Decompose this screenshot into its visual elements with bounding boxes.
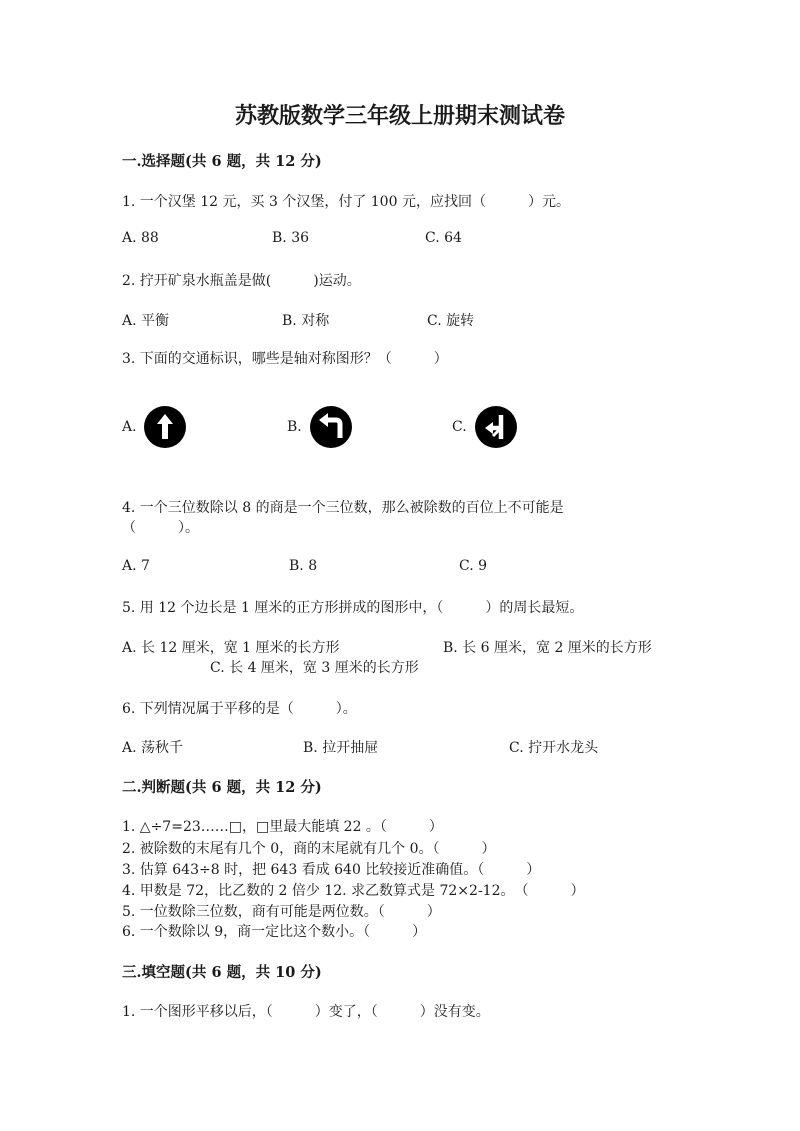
- option-b: B. 长 6 厘米，宽 2 厘米的长方形: [443, 640, 652, 656]
- section-heading-choice: 一.选择题(共 6 题，共 12 分): [122, 153, 322, 170]
- question-stem: 4. 一个三位数除以 8 的商是一个三位数，那么被除数的百位上不可能是: [122, 500, 564, 516]
- option-b: B. 8: [289, 558, 318, 574]
- question-stem-continued: （ ）。: [122, 520, 199, 536]
- option-b: B.: [287, 419, 302, 435]
- option-c: C. 长 4 厘米，宽 3 厘米的长方形: [210, 660, 419, 676]
- option-b: B. 对称: [282, 313, 330, 329]
- left-turn-sign-icon: [310, 406, 352, 448]
- fill-blank-item: 1. 一个图形平移以后，（ ）变了，（ ）没有变。: [122, 1004, 490, 1020]
- option-c: C.: [452, 419, 467, 435]
- question-stem: 5. 用 12 个边长是 1 厘米的正方形拼成的图形中，（ ）的周长最短。: [122, 600, 584, 616]
- question-stem: 6. 下列情况属于平移的是（ ）。: [122, 701, 357, 717]
- up-arrow-sign-icon: [144, 406, 186, 448]
- question-stem: 3. 下面的交通标识，哪些是轴对称图形？（ ）: [122, 351, 448, 367]
- left-fork-sign-icon: [475, 406, 517, 448]
- page-title: 苏教版数学三年级上册期末测试卷: [234, 103, 565, 129]
- section-heading-judgement: 二.判断题(共 6 题，共 12 分): [122, 779, 322, 796]
- option-c: C. 64: [425, 230, 462, 246]
- option-a: A. 荡秋千: [122, 740, 184, 756]
- question-stem: 2. 拧开矿泉水瓶盖是做( )运动。: [122, 273, 361, 289]
- section-heading-fill-blank: 三.填空题(共 6 题，共 10 分): [122, 964, 322, 981]
- option-a: A. 7: [122, 558, 150, 574]
- option-c: C. 9: [459, 558, 488, 574]
- judgement-item: 1. △÷7=23……□，□里最大能填 22 。（ ）: [122, 819, 443, 835]
- option-a: A. 88: [122, 230, 159, 246]
- option-b: B. 拉开抽屉: [303, 740, 379, 756]
- judgement-item: 2. 被除数的末尾有几个 0，商的末尾就有几个 0。（ ）: [122, 841, 496, 857]
- option-a: A. 平衡: [122, 313, 170, 329]
- option-c: C. 拧开水龙头: [509, 740, 599, 756]
- option-b: B. 36: [272, 230, 310, 246]
- judgement-item: 5. 一位数除三位数，商有可能是两位数。（ ）: [122, 904, 441, 920]
- judgement-item: 4. 甲数是 72，比乙数的 2 倍少 12. 求乙数算式是 72×2-12。 （ ）: [122, 883, 585, 899]
- option-a: A.: [122, 419, 137, 435]
- judgement-item: 6. 一个数除以 9，商一定比这个数小。（ ）: [122, 924, 427, 940]
- option-a: A. 长 12 厘米，宽 1 厘米的长方形: [122, 640, 340, 656]
- question-stem: 1. 一个汉堡 12 元，买 3 个汉堡，付了 100 元，应找回（ ）元。: [122, 194, 570, 210]
- judgement-item: 3. 估算 643÷8 时，把 643 看成 640 比较接近准确值。（ ）: [122, 862, 541, 878]
- option-c: C. 旋转: [427, 313, 475, 329]
